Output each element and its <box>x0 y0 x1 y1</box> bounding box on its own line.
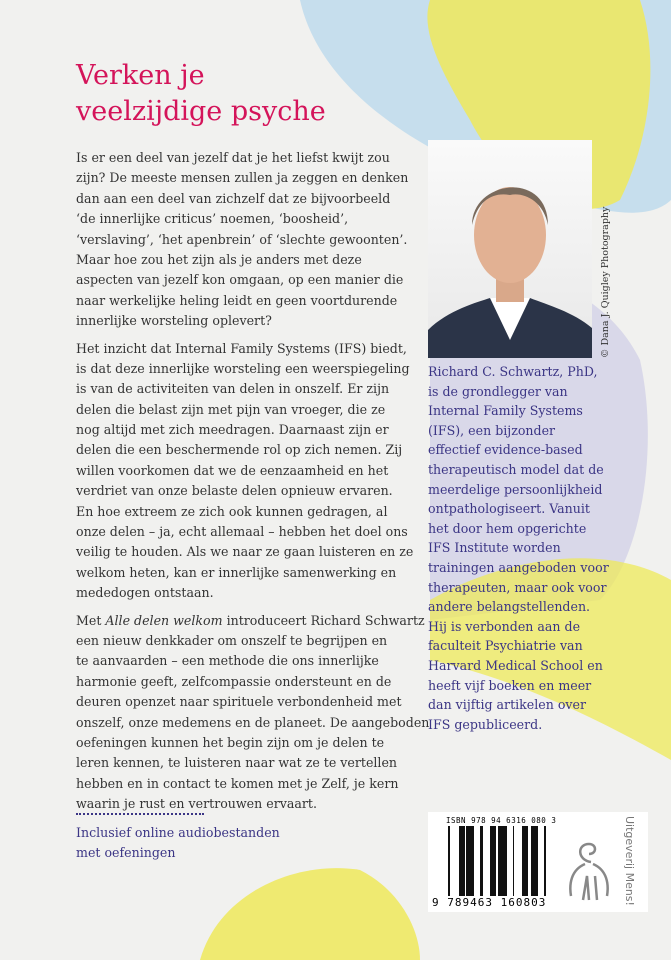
text-line: te aanvaarden – een methode die ons innerlijke <box>76 653 379 669</box>
text-line: onszelf, onze medemens en de planeet. De aangeboden <box>76 714 430 730</box>
text-line: waarin je rust en vertrouwen ervaart. <box>76 796 317 812</box>
publisher-logo-icon <box>563 840 613 906</box>
text-line: delen die een beschermende rol op zich nemen. Zij <box>76 442 403 458</box>
barcode-bar <box>468 826 471 896</box>
barcode-bar <box>492 826 495 896</box>
barcode-bar <box>459 826 460 896</box>
text-line: En hoe extreem ze zich ook kunnen gedragen, al <box>76 503 388 519</box>
paragraph <box>76 148 429 332</box>
barcode-bar <box>544 826 546 896</box>
barcode-bars <box>444 826 554 898</box>
text-line: zijn? De meeste mensen zullen ja zeggen en denken <box>76 170 409 186</box>
text-line: leren kennen, te luisteren naar wat ze te vertellen <box>76 755 398 771</box>
barcode-bar <box>448 826 450 896</box>
text-line: aspecten van jezelf kon omgaan, op een manier die <box>76 272 404 288</box>
barcode-bar <box>537 826 538 896</box>
author-bio <box>428 362 609 734</box>
paragraph <box>76 611 429 815</box>
text-line: welkom heten, kan er innerlijke samenwerking en <box>76 564 397 580</box>
bio-line: Richard C. Schwartz, PhD, <box>428 364 598 379</box>
barcode-bar <box>466 826 468 896</box>
text-line: een nieuw denkkader om onszelf te begrijpen en <box>76 632 388 648</box>
bio-line: meerdelige persoonlijkheid <box>428 481 603 497</box>
barcode-bar <box>513 826 514 896</box>
text-line: Het inzicht dat Internal Family Systems (IFS) biedt, <box>76 340 407 356</box>
text-line: onze delen – ja, echt allemaal – hebben het doel ons <box>76 524 408 540</box>
paragraph <box>76 339 429 604</box>
bio-line: Hij is verbonden aan de <box>428 618 581 634</box>
text-line: ‘verslaving’, ‘het apenbrein’ of ‘slechte gewoonten’. <box>76 231 408 247</box>
bio-line: (IFS), een bijzonder <box>428 422 556 438</box>
text-line: naar werkelijke heling leidt en geen voortdurende <box>76 292 398 308</box>
text-line: Met Alle delen welkom introduceert Richard Schwartz <box>76 612 425 628</box>
publisher-name: Uitgeverij Mens! <box>623 816 636 906</box>
bio-line: is de grondlegger van <box>428 383 568 399</box>
photo-credit: © Dana J. Quigley Photography <box>600 206 611 358</box>
bio-line: effectief evidence-based <box>428 442 583 458</box>
bio-line: therapeutisch model dat de <box>428 461 604 477</box>
barcode-bar <box>471 826 472 896</box>
barcode-bar <box>522 826 525 896</box>
barcode-bar <box>495 826 496 896</box>
bio-line: Harvard Medical School en <box>428 657 603 673</box>
barcode-bar <box>472 826 474 896</box>
text-line: Maar hoe zou het zijn als je anders met deze <box>76 251 362 267</box>
dotted-divider <box>76 813 204 815</box>
text-line: delen die belast zijn met pijn van vroeger, die ze <box>76 401 386 417</box>
bio-line: trainingen aangeboden voor <box>428 559 609 575</box>
barcode-bar <box>498 826 501 896</box>
text-line: Is er een deel van jezelf dat je het liefst kwijt zou <box>76 150 390 165</box>
bio-line: faculteit Psychiatrie van <box>428 638 583 654</box>
barcode-bar <box>534 826 537 896</box>
isbn-digits: 9 789463 160803 <box>432 896 547 909</box>
barcode-bar <box>526 826 528 896</box>
isbn-label: ISBN 978 94 6316 080 3 <box>446 816 557 825</box>
barcode-bar <box>501 826 502 896</box>
author-photo <box>428 140 592 358</box>
text-line: deuren openzet naar spirituele verbondenheid met <box>76 694 402 710</box>
barcode-bar <box>525 826 526 896</box>
text-line: innerlijke worsteling oplevert? <box>76 313 272 329</box>
bio-line: heeft vijf boeken en meer <box>428 677 592 693</box>
text-line: veilig te houden. Als we naar ze gaan luisteren en ze <box>76 544 414 560</box>
bio-line: dan vijftig artikelen over <box>428 697 587 713</box>
barcode-bar <box>462 826 465 896</box>
text-line: mededogen ontstaan. <box>76 585 214 601</box>
text-line: is van de activiteiten van delen in onszelf. Er zijn <box>76 381 390 397</box>
bio-line: ontpathologiseert. Vanuit <box>428 501 590 517</box>
title-line: Verken je <box>76 60 205 91</box>
barcode-bar <box>502 826 504 896</box>
text-line: nog altijd met zich meedragen. Daarnaast zijn er <box>76 422 389 438</box>
barcode-bar <box>480 826 483 896</box>
bio-line: Internal Family Systems <box>428 403 583 419</box>
page-title <box>76 58 326 130</box>
text-line: oefeningen kunnen het begin zijn om je delen te <box>76 734 385 750</box>
text-line: harmonie geeft, zelfcompassie ondersteunt en de <box>76 673 392 689</box>
extra-line: met oefeningen <box>76 845 176 861</box>
text-line: ‘de innerlijke criticus’ noemen, ‘boosheid’, <box>76 211 349 227</box>
text-line: willen voorkomen dat we de eenzaamheid en het <box>76 462 389 478</box>
extra-line: Inclusief online audiobestanden <box>76 825 280 840</box>
text-line: verdriet van onze belaste delen opnieuw ervaren. <box>76 483 393 499</box>
text-line: hebben en in contact te komen met je Zelf, je kern <box>76 775 399 791</box>
barcode-bar <box>490 826 492 896</box>
barcode-bar <box>504 826 507 896</box>
bio-line: therapeuten, maar ook voor <box>428 579 607 595</box>
barcode-bar <box>460 826 462 896</box>
bio-line: het door hem opgerichte <box>428 520 587 536</box>
isbn-barcode <box>428 812 648 912</box>
bio-line: IFS Institute worden <box>428 540 561 556</box>
bio-line: andere belangstellenden. <box>428 599 591 615</box>
bio-line: IFS gepubliceerd. <box>428 716 543 732</box>
barcode-bar <box>532 826 534 896</box>
extra-info <box>76 823 280 864</box>
barcode-bar <box>531 826 532 896</box>
text-line: dan aan een deel van zichzelf dat ze bijvoorbeeld <box>76 190 391 206</box>
text-line: is dat deze innerlijke worsteling een weerspiegeling <box>76 360 410 376</box>
main-text <box>76 148 429 822</box>
title-line: veelzijdige psyche <box>76 96 326 127</box>
